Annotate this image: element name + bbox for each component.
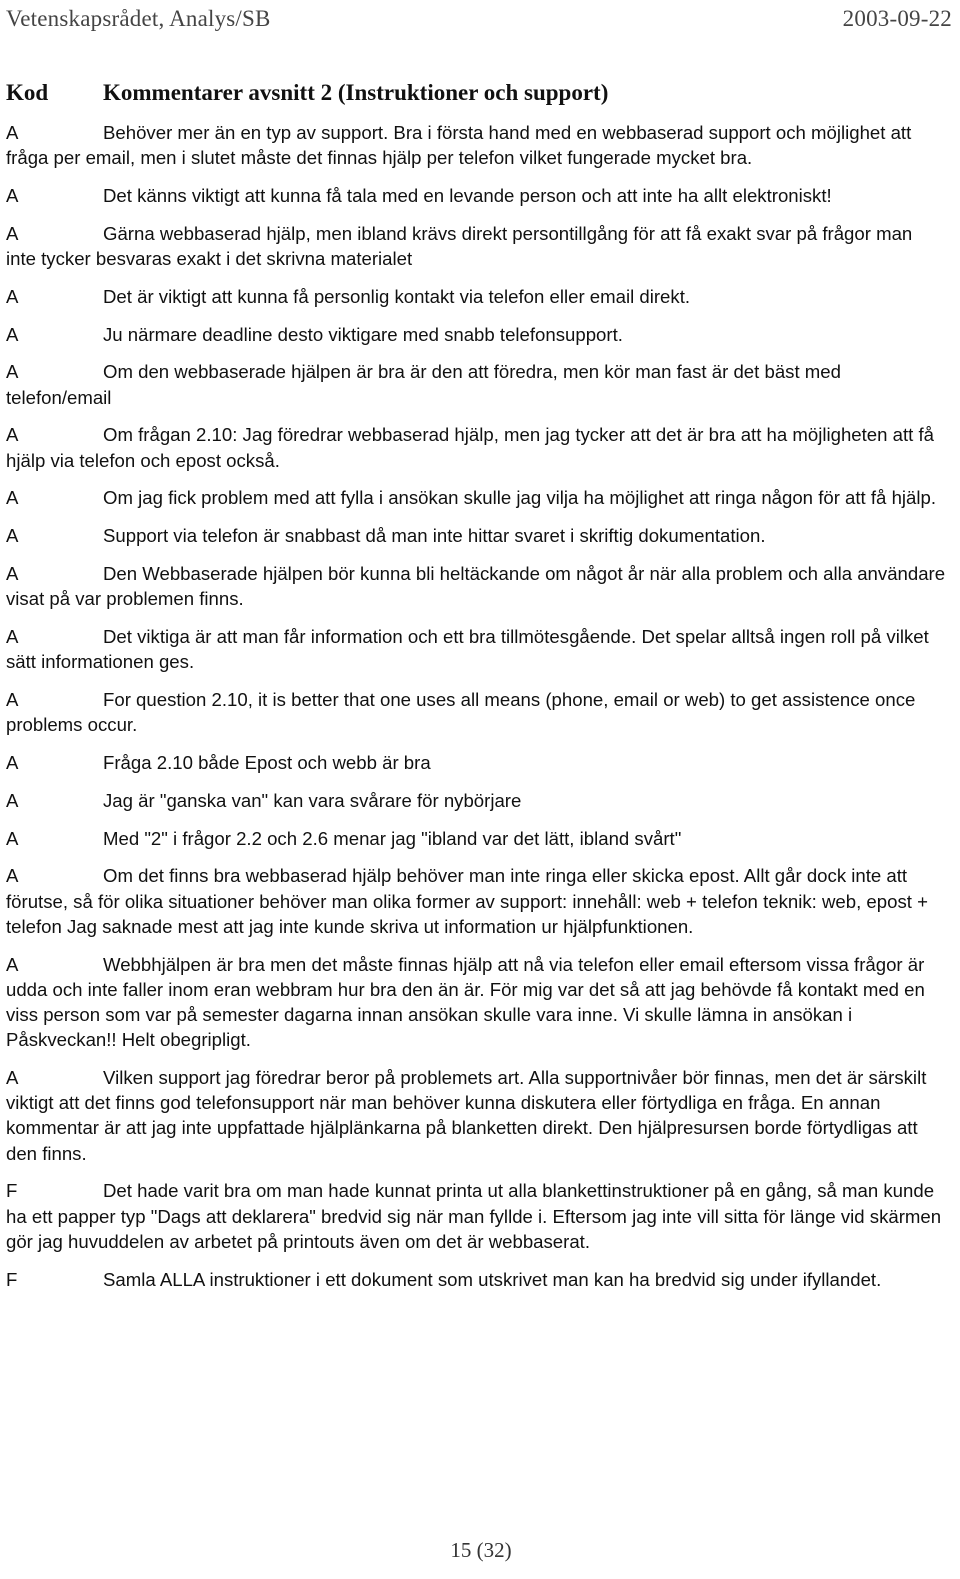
entry-text: Det hade varit bra om man hade kunnat printa ut alla blankettinstruktioner på en gång, så man kunde ha ett papper typ "Dags att deklarera" bredvid sig när man fyllde i. Eftersom jag inte vill sitta för länge vid skärmen gör jag huvuddelen av arbetet på printouts även om det är webbaserat.: [6, 1180, 942, 1252]
comment-entry: [6, 422, 946, 472]
comment-entry: [6, 750, 946, 775]
entry-code: A: [6, 625, 19, 647]
entry-code: A: [6, 953, 19, 975]
header-organization: Vetenskapsrådet, Analys/SB: [6, 6, 271, 31]
entry-code: A: [6, 751, 19, 773]
comment-entry: [6, 284, 946, 309]
entry-text: Den Webbaserade hjälpen bör kunna bli heltäckande om något år när alla problem och alla användare visat på var problemen finns.: [6, 562, 946, 610]
comment-entry: [6, 485, 946, 510]
entry-code: A: [6, 222, 19, 244]
entry-code: A: [6, 424, 19, 446]
entry-code: A: [6, 827, 19, 849]
page-number: 15 (32): [450, 1538, 512, 1562]
column-header-code: Kod: [6, 80, 49, 105]
header-date: 2003-09-22: [842, 6, 952, 31]
entry-code: F: [6, 1180, 18, 1202]
entry-code: A: [6, 1066, 19, 1088]
comment-entry: [6, 1065, 946, 1166]
entry-code: A: [6, 285, 19, 307]
comment-entry: [6, 561, 946, 611]
entry-code: A: [6, 865, 19, 887]
entry-text: Webbhjälpen är bra men det måste finnas hjälp att nå via telefon eller email eftersom vissa frågor är udda och inte faller inom eran webbram hur bra den än är. För mig var det så att jag behövde få kontakt med en viss person som var på semester dagarna innan ansökan skulle vara inne. Vi skulle lämna in ansökan i Påskveckan!! Helt obegripligt.: [6, 953, 925, 1051]
entry-text: Det viktiga är att man får information och ett bra tillmötesgående. Det spelar alltså ingen roll på vilket sätt informationen ges.: [6, 625, 929, 673]
entry-text: Det känns viktigt att kunna få tala med en levande person och att inte ha allt elektroniskt!: [103, 185, 832, 206]
entry-code: F: [6, 1268, 18, 1290]
entry-text: Om det finns bra webbaserad hjälp behöver man inte ringa eller skicka epost. Allt går dock inte att förutse, så för olika situationer behöver man olika former av support: innehåll: web + telefon teknik: web, epost + telefon Jag saknade mest att jag inte kunde skriva ut information ur hjälpfunktionen.: [6, 865, 928, 937]
comment-entry: [6, 183, 946, 208]
entry-text: Med "2" i frågor 2.2 och 2.6 menar jag "ibland var det lätt, ibland svårt": [103, 827, 682, 849]
entry-text: Om jag fick problem med att fylla i ansökan skulle jag vilja ha möjlighet att ringa någon för att få hjälp.: [103, 487, 937, 509]
entry-text: Support via telefon är snabbast då man inte hittar svaret i skriftig dokumentation.: [103, 525, 766, 547]
entry-text: Om den webbaserade hjälpen är bra är den att föredra, men kör man fast är det bäst med telefon/email: [6, 361, 841, 408]
comment-entry: [6, 788, 946, 813]
comment-entry: [6, 1178, 946, 1254]
entry-text: For question 2.10, it is better that one uses all means (phone, email or web) to get assistence once problems occur.: [6, 688, 916, 736]
entry-text: Ju närmare deadline desto viktigare med snabb telefonsupport.: [103, 323, 623, 345]
entry-code: A: [6, 361, 19, 383]
entry-text: Gärna webbaserad hjälp, men ibland krävs direkt persontillgång för att få exakt svar på frågor man inte tycker besvaras exakt i det skrivna materialet: [6, 222, 913, 269]
entry-text: Samla ALLA instruktioner i ett dokument som utskrivet man kan ha bredvid sig under ifyllandet.: [103, 1268, 882, 1290]
entry-code: A: [6, 185, 19, 206]
entry-text: Det är viktigt att kunna få personlig kontakt via telefon eller email direkt.: [103, 285, 691, 307]
entry-text: Jag är "ganska van" kan vara svårare för nybörjare: [103, 789, 522, 811]
entry-code: A: [6, 487, 19, 509]
comment-entry: [6, 687, 946, 737]
entry-text: Fråga 2.10 både Epost och webb är bra: [103, 751, 431, 773]
comment-entry: [6, 826, 946, 851]
entry-code: A: [6, 323, 19, 345]
comment-list: [6, 120, 946, 1304]
comment-entry: [6, 359, 946, 409]
comment-entry: [6, 624, 946, 674]
entry-code: A: [6, 789, 19, 811]
column-header-comment: Kommentarer avsnitt 2 (Instruktioner och support): [103, 80, 609, 105]
entry-code: A: [6, 122, 19, 143]
comment-entry: [6, 120, 946, 170]
comment-entry: [6, 863, 946, 939]
entry-code: A: [6, 562, 19, 584]
entry-text: Vilken support jag föredrar beror på problemets art. Alla supportnivåer bör finnas, men det är särskilt viktigt att det finns god telefonsupport när man behöver kunna diskutera eller förtydliga en fråga. En annan kommentar är att jag inte uppfattade hjälplänkarna på blanketten direkt. Den hjälpresursen borde förtydligas att den finns.: [6, 1066, 927, 1164]
entry-code: A: [6, 525, 19, 547]
comment-entry: [6, 221, 946, 271]
comment-entry: [6, 952, 946, 1053]
entry-text: Behöver mer än en typ av support. Bra i första hand med en webbaserad support och möjlighet att fråga per email, men i slutet måste det finnas hjälp per telefon vilket fungerade mycket bra.: [6, 122, 912, 169]
comment-entry: [6, 523, 946, 548]
page-header: [6, 0, 952, 38]
comment-entry: [6, 1267, 946, 1292]
comment-entry: [6, 322, 946, 347]
entry-text: Om frågan 2.10: Jag föredrar webbaserad hjälp, men jag tycker att det är bra att ha möjligheten att få hjälp via telefon och epost också.: [6, 424, 934, 471]
entry-code: A: [6, 688, 19, 710]
